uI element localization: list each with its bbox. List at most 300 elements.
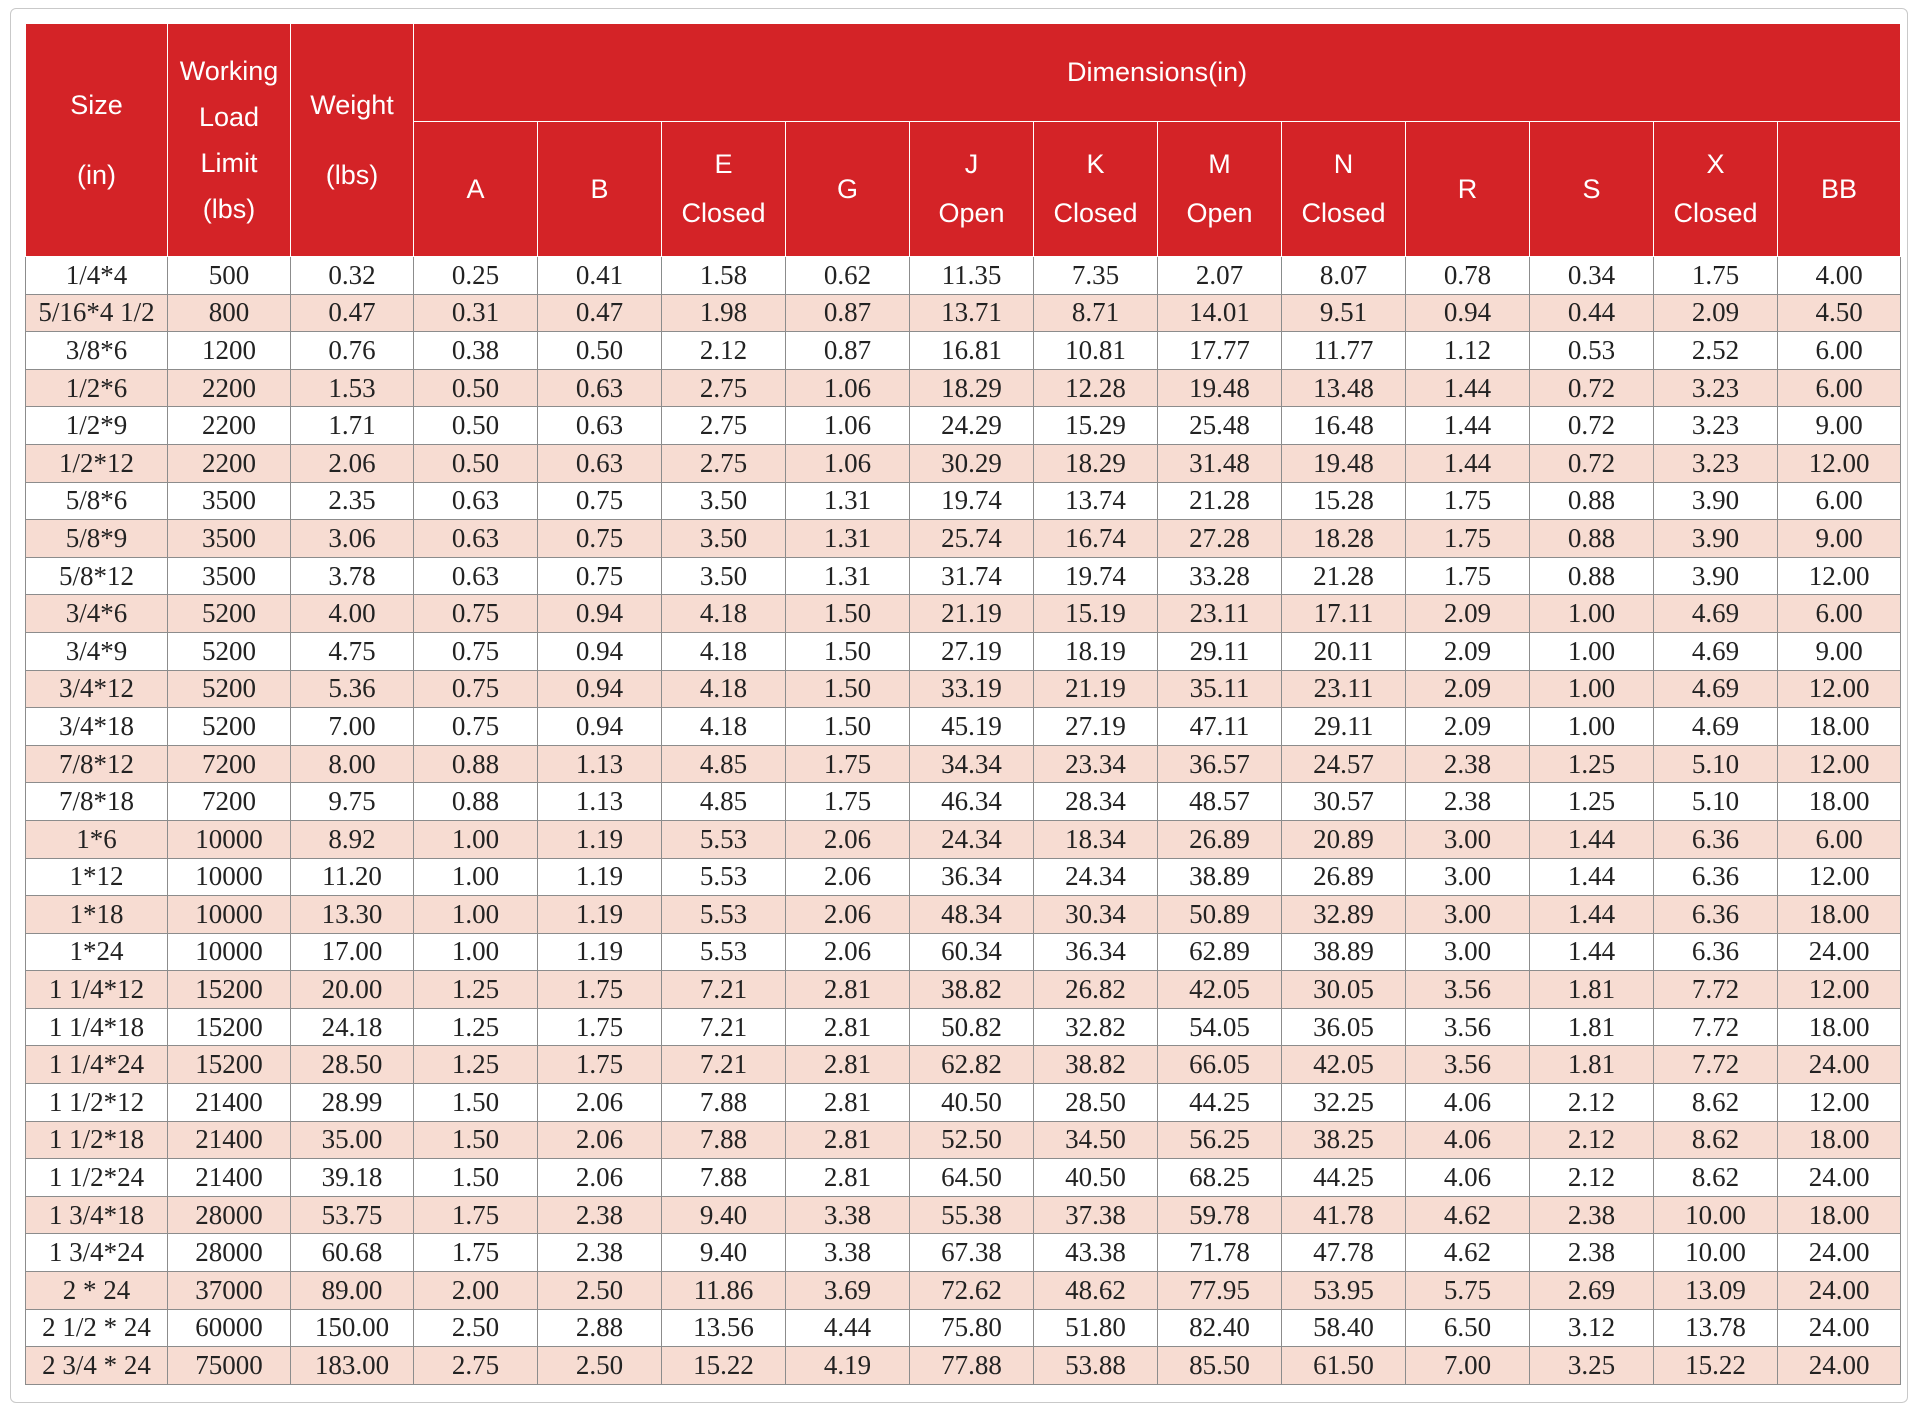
cell-s: 3.25: [1530, 1347, 1654, 1385]
cell-a: 0.75: [414, 632, 538, 670]
cell-x-closed: 5.10: [1654, 783, 1778, 821]
cell-bb: 24.00: [1778, 1272, 1901, 1310]
header-dim-n-l2: Closed: [1301, 198, 1386, 228]
cell-size: 1 1/2*24: [26, 1159, 168, 1197]
cell-a: 1.00: [414, 933, 538, 971]
cell-size: 1*24: [26, 933, 168, 971]
cell-e-closed: 3.50: [662, 482, 786, 520]
cell-working-load-limit: 28000: [168, 1196, 291, 1234]
cell-weight: 2.06: [291, 444, 414, 482]
cell-weight: 53.75: [291, 1196, 414, 1234]
cell-weight: 17.00: [291, 933, 414, 971]
cell-e-closed: 5.53: [662, 858, 786, 896]
cell-k-closed: 16.74: [1034, 520, 1158, 558]
cell-j-open: 55.38: [910, 1196, 1034, 1234]
cell-s: 1.44: [1530, 858, 1654, 896]
table-row: [26, 745, 1901, 783]
header-dim-b: [538, 122, 662, 257]
header-wll-line4: (lbs): [202, 194, 256, 224]
cell-weight: 35.00: [291, 1121, 414, 1159]
cell-g: 1.31: [786, 557, 910, 595]
cell-k-closed: 18.19: [1034, 632, 1158, 670]
cell-j-open: 31.74: [910, 557, 1034, 595]
cell-e-closed: 7.21: [662, 1046, 786, 1084]
cell-weight: 0.76: [291, 332, 414, 370]
cell-j-open: 18.29: [910, 369, 1034, 407]
cell-m-open: 85.50: [1158, 1347, 1282, 1385]
header-wll-line3: Limit: [200, 148, 258, 178]
cell-e-closed: 4.85: [662, 783, 786, 821]
cell-x-closed: 2.09: [1654, 294, 1778, 332]
cell-size: 1*6: [26, 820, 168, 858]
cell-working-load-limit: 500: [168, 257, 291, 295]
cell-b: 0.47: [538, 294, 662, 332]
cell-g: 2.06: [786, 896, 910, 934]
cell-m-open: 62.89: [1158, 933, 1282, 971]
cell-bb: 4.50: [1778, 294, 1901, 332]
cell-r: 5.75: [1406, 1272, 1530, 1310]
cell-a: 0.88: [414, 783, 538, 821]
cell-g: 3.38: [786, 1234, 910, 1272]
cell-working-load-limit: 7200: [168, 783, 291, 821]
cell-g: 1.31: [786, 482, 910, 520]
cell-working-load-limit: 5200: [168, 708, 291, 746]
table-row: [26, 444, 1901, 482]
cell-b: 0.75: [538, 520, 662, 558]
cell-weight: 7.00: [291, 708, 414, 746]
cell-working-load-limit: 28000: [168, 1234, 291, 1272]
cell-j-open: 72.62: [910, 1272, 1034, 1310]
cell-working-load-limit: 2200: [168, 369, 291, 407]
cell-a: 1.25: [414, 1008, 538, 1046]
cell-g: 0.87: [786, 294, 910, 332]
cell-bb: 12.00: [1778, 1084, 1901, 1122]
cell-m-open: 42.05: [1158, 971, 1282, 1009]
cell-a: 1.50: [414, 1084, 538, 1122]
header-dim-bb: [1778, 122, 1901, 257]
cell-k-closed: 51.80: [1034, 1309, 1158, 1347]
cell-a: 0.75: [414, 708, 538, 746]
cell-g: 1.50: [786, 670, 910, 708]
table-row: [26, 294, 1901, 332]
header-dim-n-l1: N: [1333, 149, 1354, 179]
cell-size: 1*18: [26, 896, 168, 934]
cell-k-closed: 30.34: [1034, 896, 1158, 934]
cell-m-open: 44.25: [1158, 1084, 1282, 1122]
cell-bb: 9.00: [1778, 520, 1901, 558]
cell-a: 0.38: [414, 332, 538, 370]
cell-b: 2.50: [538, 1347, 662, 1385]
cell-g: 1.06: [786, 407, 910, 445]
cell-b: 2.38: [538, 1196, 662, 1234]
cell-m-open: 71.78: [1158, 1234, 1282, 1272]
cell-k-closed: 38.82: [1034, 1046, 1158, 1084]
cell-n-closed: 9.51: [1282, 294, 1406, 332]
cell-e-closed: 3.50: [662, 520, 786, 558]
cell-n-closed: 36.05: [1282, 1008, 1406, 1046]
cell-r: 4.06: [1406, 1121, 1530, 1159]
cell-n-closed: 29.11: [1282, 708, 1406, 746]
cell-n-closed: 11.77: [1282, 332, 1406, 370]
cell-g: 1.31: [786, 520, 910, 558]
cell-bb: 12.00: [1778, 971, 1901, 1009]
cell-working-load-limit: 800: [168, 294, 291, 332]
cell-bb: 24.00: [1778, 1234, 1901, 1272]
cell-m-open: 25.48: [1158, 407, 1282, 445]
cell-a: 1.25: [414, 1046, 538, 1084]
cell-r: 1.44: [1406, 444, 1530, 482]
cell-size: 1 3/4*24: [26, 1234, 168, 1272]
cell-r: 4.06: [1406, 1084, 1530, 1122]
header-dim-s: [1530, 122, 1654, 257]
cell-j-open: 50.82: [910, 1008, 1034, 1046]
cell-bb: 18.00: [1778, 1008, 1901, 1046]
cell-working-load-limit: 10000: [168, 858, 291, 896]
cell-s: 1.44: [1530, 896, 1654, 934]
cell-j-open: 46.34: [910, 783, 1034, 821]
cell-size: 3/4*18: [26, 708, 168, 746]
cell-s: 1.00: [1530, 595, 1654, 633]
cell-b: 0.94: [538, 632, 662, 670]
cell-working-load-limit: 5200: [168, 632, 291, 670]
cell-x-closed: 2.52: [1654, 332, 1778, 370]
cell-j-open: 36.34: [910, 858, 1034, 896]
cell-k-closed: 8.71: [1034, 294, 1158, 332]
cell-working-load-limit: 7200: [168, 745, 291, 783]
cell-weight: 4.00: [291, 595, 414, 633]
table-row: [26, 670, 1901, 708]
cell-weight: 8.92: [291, 820, 414, 858]
cell-j-open: 75.80: [910, 1309, 1034, 1347]
header-dim-a-l1: A: [466, 173, 485, 204]
cell-size: 7/8*18: [26, 783, 168, 821]
cell-g: 2.81: [786, 1084, 910, 1122]
cell-j-open: 21.19: [910, 595, 1034, 633]
cell-r: 3.00: [1406, 896, 1530, 934]
cell-size: 1 1/4*12: [26, 971, 168, 1009]
cell-working-load-limit: 3500: [168, 557, 291, 595]
cell-weight: 183.00: [291, 1347, 414, 1385]
cell-a: 2.50: [414, 1309, 538, 1347]
cell-s: 3.12: [1530, 1309, 1654, 1347]
cell-working-load-limit: 5200: [168, 670, 291, 708]
cell-g: 2.81: [786, 1121, 910, 1159]
cell-b: 1.75: [538, 1008, 662, 1046]
header-working-load-limit: [168, 24, 291, 257]
cell-working-load-limit: 2200: [168, 407, 291, 445]
cell-weight: 89.00: [291, 1272, 414, 1310]
cell-working-load-limit: 21400: [168, 1121, 291, 1159]
cell-x-closed: 4.69: [1654, 595, 1778, 633]
cell-j-open: 60.34: [910, 933, 1034, 971]
cell-b: 0.63: [538, 369, 662, 407]
cell-e-closed: 4.18: [662, 708, 786, 746]
cell-bb: 4.00: [1778, 257, 1901, 295]
cell-g: 0.62: [786, 257, 910, 295]
header-dim-m: [1158, 122, 1282, 257]
cell-e-closed: 2.75: [662, 407, 786, 445]
table-row: [26, 520, 1901, 558]
table-body: [26, 257, 1901, 1385]
cell-weight: 4.75: [291, 632, 414, 670]
cell-working-load-limit: 21400: [168, 1159, 291, 1197]
cell-b: 0.50: [538, 332, 662, 370]
cell-e-closed: 1.58: [662, 257, 786, 295]
cell-bb: 18.00: [1778, 896, 1901, 934]
cell-e-closed: 4.18: [662, 632, 786, 670]
cell-n-closed: 47.78: [1282, 1234, 1406, 1272]
cell-n-closed: 41.78: [1282, 1196, 1406, 1234]
cell-m-open: 31.48: [1158, 444, 1282, 482]
cell-x-closed: 13.09: [1654, 1272, 1778, 1310]
cell-m-open: 17.77: [1158, 332, 1282, 370]
cell-bb: 24.00: [1778, 1309, 1901, 1347]
cell-b: 0.94: [538, 595, 662, 633]
table-row: [26, 971, 1901, 1009]
cell-r: 1.44: [1406, 407, 1530, 445]
cell-g: 2.81: [786, 1008, 910, 1046]
table-row: [26, 1347, 1901, 1385]
cell-weight: 28.50: [291, 1046, 414, 1084]
cell-size: 1 1/2*18: [26, 1121, 168, 1159]
cell-s: 0.88: [1530, 520, 1654, 558]
cell-a: 1.50: [414, 1159, 538, 1197]
cell-size: 5/16*4 1/2: [26, 294, 168, 332]
table-row: [26, 858, 1901, 896]
cell-j-open: 48.34: [910, 896, 1034, 934]
cell-m-open: 68.25: [1158, 1159, 1282, 1197]
table-row: [26, 1084, 1901, 1122]
cell-a: 0.25: [414, 257, 538, 295]
cell-working-load-limit: 10000: [168, 933, 291, 971]
cell-m-open: 23.11: [1158, 595, 1282, 633]
cell-g: 2.81: [786, 971, 910, 1009]
cell-a: 1.00: [414, 896, 538, 934]
cell-m-open: 56.25: [1158, 1121, 1282, 1159]
cell-n-closed: 58.40: [1282, 1309, 1406, 1347]
cell-j-open: 77.88: [910, 1347, 1034, 1385]
cell-r: 3.00: [1406, 858, 1530, 896]
cell-g: 4.44: [786, 1309, 910, 1347]
cell-e-closed: 7.21: [662, 1008, 786, 1046]
cell-s: 0.88: [1530, 482, 1654, 520]
table-row: [26, 1309, 1901, 1347]
table-row: [26, 557, 1901, 595]
cell-b: 1.75: [538, 971, 662, 1009]
header-dim-e-l2: Closed: [681, 198, 766, 228]
cell-working-load-limit: 10000: [168, 896, 291, 934]
cell-size: 7/8*12: [26, 745, 168, 783]
cell-s: 2.12: [1530, 1121, 1654, 1159]
cell-r: 3.00: [1406, 820, 1530, 858]
cell-n-closed: 19.48: [1282, 444, 1406, 482]
cell-working-load-limit: 37000: [168, 1272, 291, 1310]
cell-weight: 39.18: [291, 1159, 414, 1197]
header-size-line2: (in): [77, 160, 116, 190]
cell-a: 0.50: [414, 444, 538, 482]
cell-x-closed: 15.22: [1654, 1347, 1778, 1385]
cell-bb: 6.00: [1778, 820, 1901, 858]
cell-j-open: 24.34: [910, 820, 1034, 858]
cell-weight: 0.32: [291, 257, 414, 295]
table-row: [26, 896, 1901, 934]
cell-size: 1 1/4*18: [26, 1008, 168, 1046]
cell-g: 1.50: [786, 595, 910, 633]
cell-n-closed: 26.89: [1282, 858, 1406, 896]
cell-s: 0.72: [1530, 407, 1654, 445]
cell-weight: 13.30: [291, 896, 414, 934]
cell-e-closed: 4.18: [662, 670, 786, 708]
cell-j-open: 30.29: [910, 444, 1034, 482]
header-dimensions: Dimensions(in): [414, 24, 1901, 122]
header-size-line1: Size: [70, 90, 123, 120]
table-row: [26, 1272, 1901, 1310]
cell-bb: 24.00: [1778, 1046, 1901, 1084]
cell-k-closed: 10.81: [1034, 332, 1158, 370]
cell-s: 1.44: [1530, 933, 1654, 971]
cell-size: 3/8*6: [26, 332, 168, 370]
cell-weight: 24.18: [291, 1008, 414, 1046]
header-dim-j-l1: J: [964, 149, 979, 179]
cell-m-open: 33.28: [1158, 557, 1282, 595]
cell-size: 2 3/4 * 24: [26, 1347, 168, 1385]
cell-s: 0.53: [1530, 332, 1654, 370]
cell-s: 1.25: [1530, 783, 1654, 821]
cell-n-closed: 18.28: [1282, 520, 1406, 558]
cell-x-closed: 7.72: [1654, 971, 1778, 1009]
cell-g: 0.87: [786, 332, 910, 370]
header-dim-m-l1: M: [1208, 149, 1231, 179]
cell-m-open: 38.89: [1158, 858, 1282, 896]
cell-s: 0.72: [1530, 369, 1654, 407]
header-dim-k: [1034, 122, 1158, 257]
cell-x-closed: 3.23: [1654, 444, 1778, 482]
cell-a: 1.50: [414, 1121, 538, 1159]
cell-b: 1.13: [538, 783, 662, 821]
cell-g: 2.06: [786, 820, 910, 858]
cell-n-closed: 44.25: [1282, 1159, 1406, 1197]
cell-n-closed: 42.05: [1282, 1046, 1406, 1084]
cell-size: 1/4*4: [26, 257, 168, 295]
cell-weight: 8.00: [291, 745, 414, 783]
cell-bb: 24.00: [1778, 933, 1901, 971]
cell-bb: 12.00: [1778, 858, 1901, 896]
cell-weight: 3.78: [291, 557, 414, 595]
cell-a: 0.31: [414, 294, 538, 332]
cell-k-closed: 26.82: [1034, 971, 1158, 1009]
cell-working-load-limit: 3500: [168, 520, 291, 558]
header-dim-x-l1: X: [1706, 149, 1725, 179]
cell-weight: 2.35: [291, 482, 414, 520]
cell-bb: 12.00: [1778, 670, 1901, 708]
cell-weight: 0.47: [291, 294, 414, 332]
cell-x-closed: 8.62: [1654, 1084, 1778, 1122]
cell-weight: 28.99: [291, 1084, 414, 1122]
cell-k-closed: 43.38: [1034, 1234, 1158, 1272]
cell-k-closed: 53.88: [1034, 1347, 1158, 1385]
cell-s: 2.69: [1530, 1272, 1654, 1310]
header-dim-g-l1: G: [836, 173, 858, 204]
cell-size: 2 1/2 * 24: [26, 1309, 168, 1347]
cell-m-open: 59.78: [1158, 1196, 1282, 1234]
cell-j-open: 45.19: [910, 708, 1034, 746]
header-dim-j-l2: Open: [938, 198, 1005, 228]
cell-e-closed: 15.22: [662, 1347, 786, 1385]
cell-b: 1.19: [538, 896, 662, 934]
cell-bb: 6.00: [1778, 369, 1901, 407]
cell-j-open: 25.74: [910, 520, 1034, 558]
cell-j-open: 52.50: [910, 1121, 1034, 1159]
cell-bb: 6.00: [1778, 332, 1901, 370]
cell-n-closed: 13.48: [1282, 369, 1406, 407]
cell-k-closed: 15.19: [1034, 595, 1158, 633]
cell-e-closed: 11.86: [662, 1272, 786, 1310]
cell-m-open: 82.40: [1158, 1309, 1282, 1347]
cell-working-load-limit: 2200: [168, 444, 291, 482]
cell-x-closed: 3.23: [1654, 369, 1778, 407]
header-row-top: [26, 24, 1901, 122]
cell-n-closed: 23.11: [1282, 670, 1406, 708]
cell-weight: 3.06: [291, 520, 414, 558]
cell-r: 1.75: [1406, 520, 1530, 558]
cell-size: 3/4*12: [26, 670, 168, 708]
table-row: [26, 1196, 1901, 1234]
cell-s: 2.12: [1530, 1159, 1654, 1197]
cell-n-closed: 30.05: [1282, 971, 1406, 1009]
cell-r: 2.09: [1406, 708, 1530, 746]
header-wll-line1: Working: [179, 56, 279, 86]
cell-r: 3.56: [1406, 1008, 1530, 1046]
cell-working-load-limit: 15200: [168, 1008, 291, 1046]
cell-n-closed: 38.89: [1282, 933, 1406, 971]
cell-s: 1.25: [1530, 745, 1654, 783]
cell-n-closed: 32.25: [1282, 1084, 1406, 1122]
cell-k-closed: 18.29: [1034, 444, 1158, 482]
cell-bb: 9.00: [1778, 632, 1901, 670]
cell-k-closed: 12.28: [1034, 369, 1158, 407]
cell-r: 3.00: [1406, 933, 1530, 971]
cell-size: 1 1/2*12: [26, 1084, 168, 1122]
cell-s: 1.00: [1530, 708, 1654, 746]
cell-x-closed: 4.69: [1654, 708, 1778, 746]
cell-r: 3.56: [1406, 971, 1530, 1009]
header-dim-r-l1: R: [1457, 173, 1478, 204]
cell-weight: 5.36: [291, 670, 414, 708]
header-dim-m-l2: Open: [1186, 198, 1253, 228]
cell-m-open: 26.89: [1158, 820, 1282, 858]
cell-b: 1.75: [538, 1046, 662, 1084]
cell-size: 5/8*6: [26, 482, 168, 520]
cell-k-closed: 15.29: [1034, 407, 1158, 445]
cell-j-open: 34.34: [910, 745, 1034, 783]
cell-a: 0.50: [414, 407, 538, 445]
cell-e-closed: 5.53: [662, 820, 786, 858]
cell-e-closed: 1.98: [662, 294, 786, 332]
cell-a: 0.88: [414, 745, 538, 783]
cell-weight: 60.68: [291, 1234, 414, 1272]
cell-e-closed: 5.53: [662, 896, 786, 934]
cell-b: 1.19: [538, 820, 662, 858]
cell-a: 0.75: [414, 670, 538, 708]
cell-e-closed: 2.12: [662, 332, 786, 370]
cell-k-closed: 27.19: [1034, 708, 1158, 746]
cell-k-closed: 18.34: [1034, 820, 1158, 858]
cell-n-closed: 30.57: [1282, 783, 1406, 821]
cell-e-closed: 4.85: [662, 745, 786, 783]
cell-working-load-limit: 3500: [168, 482, 291, 520]
cell-size: 2 * 24: [26, 1272, 168, 1310]
cell-m-open: 54.05: [1158, 1008, 1282, 1046]
